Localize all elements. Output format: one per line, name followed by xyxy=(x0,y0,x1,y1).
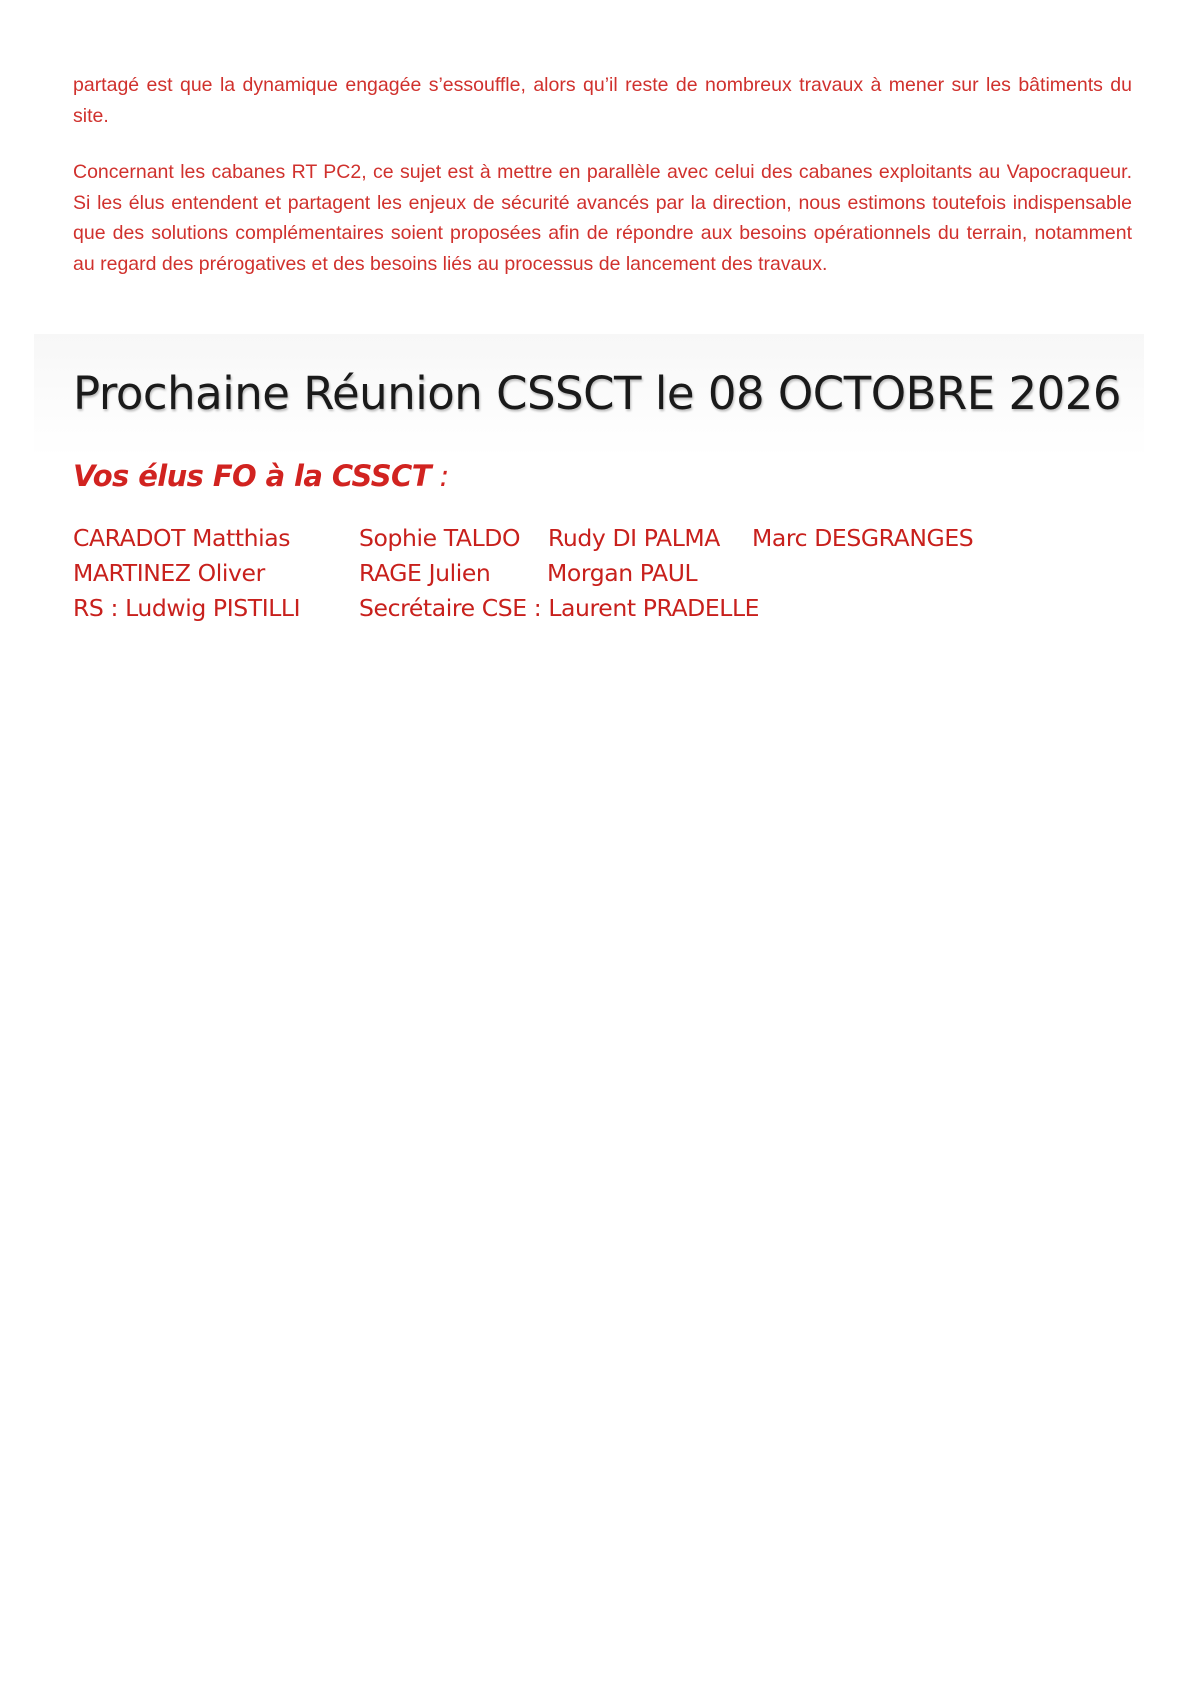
elected-heading-label: Vos élus FO à la CSSCT xyxy=(73,459,431,493)
elected-name: Morgan PAUL xyxy=(547,559,698,587)
elected-name: Marc DESGRANGES xyxy=(752,524,974,552)
elected-name: RAGE Julien xyxy=(359,559,491,587)
elected-name: CARADOT Matthias xyxy=(73,524,291,552)
paragraph-text: partagé est que la dynamique engagée s’essouffle, alors qu’il reste de nombreux travaux à mener sur les bâtiments du site. xyxy=(73,74,1132,127)
elected-name: Rudy DI PALMA xyxy=(548,524,720,552)
elected-heading-colon: : xyxy=(430,459,449,493)
elected-name: MARTINEZ Oliver xyxy=(73,559,265,587)
next-meeting-title: Prochaine Réunion CSSCT le 08 OCTOBRE 2026 xyxy=(73,367,1122,420)
health-safety-rep: RS : Ludwig PISTILLI xyxy=(73,594,301,622)
paragraph-text: Concernant les cabanes RT PC2, ce sujet est à mettre en parallèle avec celui des cabanes exploitants au Vapocraqueur. Si les élus entendent et partagent les enjeux de sécurité avancés par la direction, nous estimons toutefois indispensable que des solutions complémentaires soient proposées afin de répondre aux besoins opérationnels du terrain, notamment au regard des prérogatives et des besoins liés au processus de lancement des travaux. xyxy=(73,161,1132,275)
cse-secretary: Secrétaire CSE : Laurent PRADELLE xyxy=(359,594,760,622)
elected-heading xyxy=(73,456,449,496)
elected-name: Sophie TALDO xyxy=(359,524,521,552)
